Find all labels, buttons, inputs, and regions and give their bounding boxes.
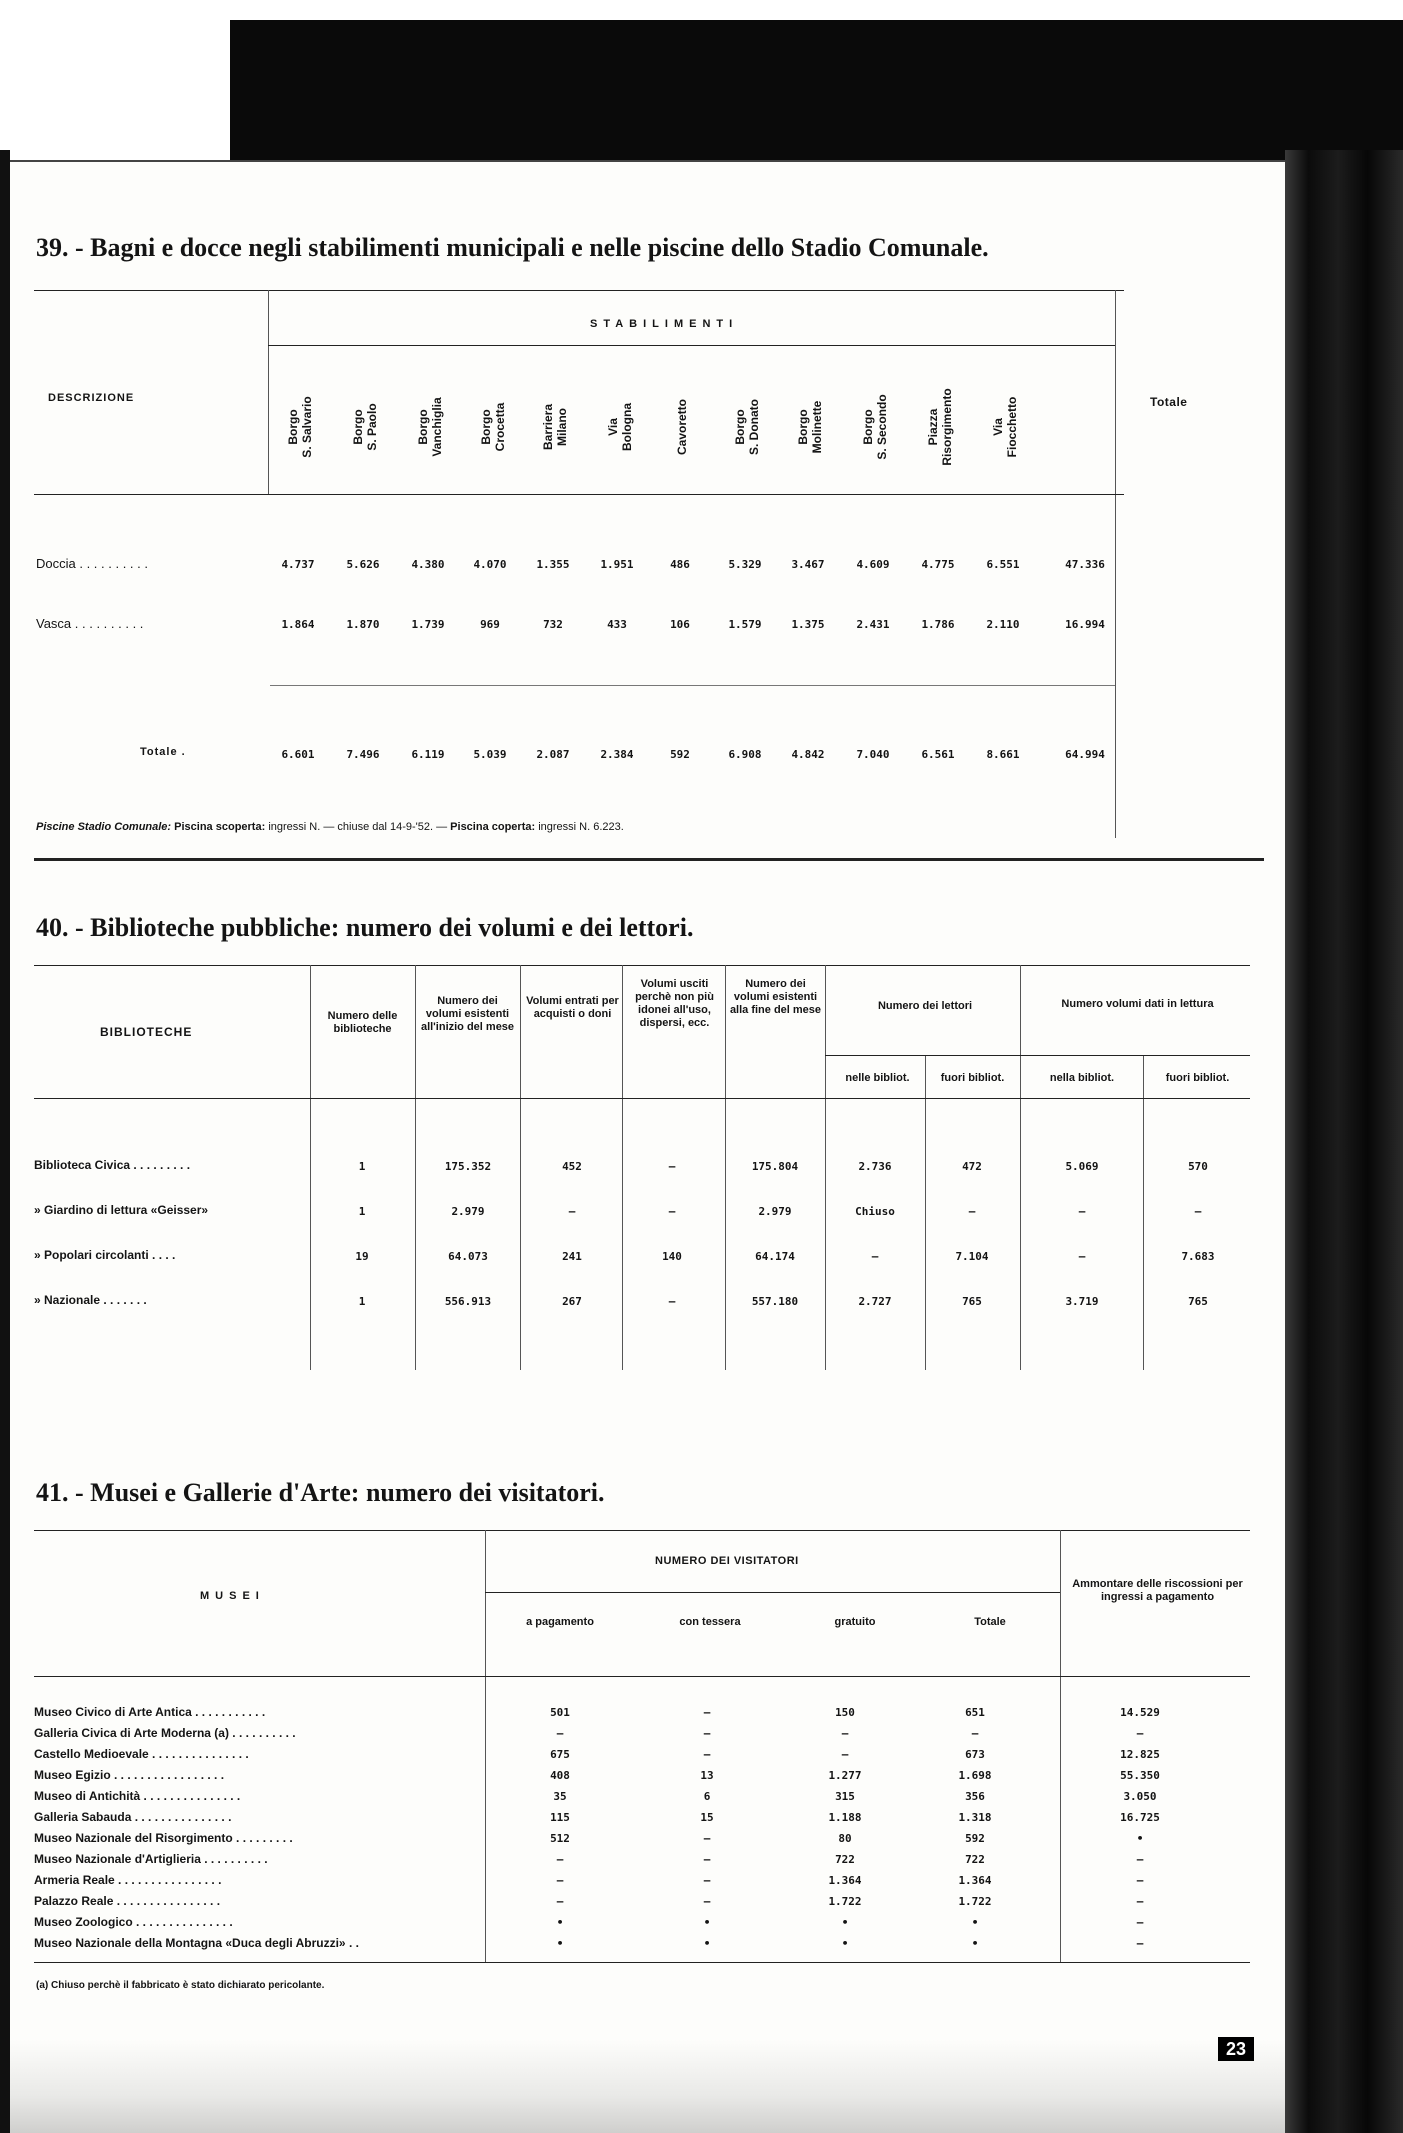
t39-cell: 5.626 bbox=[346, 558, 380, 571]
t41-cell: — bbox=[556, 1874, 564, 1887]
page-number: 23 bbox=[1218, 2037, 1254, 2061]
t41-cell: — bbox=[556, 1895, 564, 1908]
t41-cell: — bbox=[703, 1706, 711, 1719]
t39-cell: 486 bbox=[670, 558, 690, 571]
t39-note-a-text: ingressi N. — chiuse dal 14-9-'52. — bbox=[268, 821, 448, 833]
t40-column-header: Volumi usciti perchè non più idonei all'uso, dispersi, ecc. bbox=[635, 978, 714, 1029]
t39-desc-header: DESCRIZIONE bbox=[48, 392, 135, 404]
t41-row-label: Museo Nazionale d'Artiglieria . . . . . . . . . . bbox=[34, 1852, 268, 1866]
t41-cell: — bbox=[703, 1895, 711, 1908]
t39-column-header bbox=[285, 365, 315, 489]
t39-total-cell: 4.842 bbox=[791, 748, 825, 761]
t40-column-header: Volumi entrati per acquisti o doni bbox=[526, 995, 619, 1020]
t39-total-header: Totale bbox=[1150, 395, 1188, 409]
t41-cell: • bbox=[971, 1937, 979, 1950]
t39-column-header bbox=[415, 365, 445, 489]
t39-cell: 1.355 bbox=[536, 558, 570, 571]
t39-col-divider bbox=[268, 290, 269, 495]
t41-top-rule bbox=[34, 1530, 1250, 1531]
section-41-number: 41. bbox=[36, 1478, 69, 1507]
scan-binding-shadow bbox=[1285, 150, 1403, 2133]
t41-cell: • bbox=[971, 1916, 979, 1929]
t39-column-line1: Cavoretto bbox=[675, 398, 689, 456]
t39-column-header bbox=[732, 365, 762, 489]
page-top-edge bbox=[10, 160, 1285, 162]
t40-cell: 241 bbox=[562, 1250, 582, 1263]
t39-column-label bbox=[606, 403, 634, 451]
t41-cell: — bbox=[1136, 1727, 1144, 1740]
t41-header-totale: Totale bbox=[974, 1616, 1006, 1628]
t39-column-line1: Borgo bbox=[796, 409, 810, 445]
t40-cell: 1 bbox=[358, 1205, 366, 1218]
t41-cell: 651 bbox=[965, 1706, 985, 1719]
t39-group-header: STABILIMENTI bbox=[590, 318, 739, 330]
t41-cell: • bbox=[556, 1916, 564, 1929]
t39-cell: 2.431 bbox=[856, 618, 890, 631]
t40-cell: 557.180 bbox=[751, 1295, 799, 1308]
t41-cell: — bbox=[841, 1727, 849, 1740]
t41-footnote-rule bbox=[34, 1962, 1250, 1963]
t40-cell: 64.073 bbox=[448, 1250, 488, 1263]
t41-cell: 12.825 bbox=[1120, 1748, 1160, 1761]
t40-column-header: Numero dei volumi esistenti all'inizio del mese bbox=[420, 995, 515, 1033]
section-39-number: 39. bbox=[36, 233, 69, 262]
t39-total-cell: 2.087 bbox=[536, 748, 570, 761]
t39-column-line2: S. Donato bbox=[747, 399, 761, 455]
t41-row-label: Museo Nazionale del Risorgimento . . . . . . . . . bbox=[34, 1831, 293, 1845]
t39-bottom-rule bbox=[34, 858, 1264, 861]
t39-total-cell: 2.384 bbox=[600, 748, 634, 761]
t41-cell: 1.364 bbox=[958, 1874, 992, 1887]
t39-column-line2: Molinette bbox=[810, 400, 824, 454]
t39-column-line2: Bologna bbox=[620, 403, 634, 451]
t39-cell: 3.467 bbox=[791, 558, 825, 571]
t40-cell: 175.804 bbox=[751, 1160, 799, 1173]
t41-cell: — bbox=[556, 1853, 564, 1866]
t39-column-header bbox=[795, 365, 825, 489]
t41-cell: — bbox=[1136, 1937, 1144, 1950]
t39-column-label bbox=[286, 396, 314, 457]
t39-column-line2: S. Secondo bbox=[875, 394, 889, 460]
t41-cell: 356 bbox=[965, 1790, 985, 1803]
t39-column-line2: S. Paolo bbox=[365, 403, 379, 451]
t41-row-label: Castello Medioevale . . . . . . . . . . . . . . . bbox=[34, 1747, 249, 1761]
t40-cell: 765 bbox=[962, 1295, 982, 1308]
t41-col-divider bbox=[485, 1530, 486, 1962]
t39-cell: 1.951 bbox=[600, 558, 634, 571]
t39-note-a-label: Piscina scoperta: bbox=[174, 821, 266, 833]
t39-total-cell: 6.908 bbox=[728, 748, 762, 761]
t39-note bbox=[36, 821, 624, 833]
t39-cell: 969 bbox=[480, 618, 500, 631]
section-39-title bbox=[36, 233, 989, 263]
t40-col-divider bbox=[1143, 1055, 1144, 1370]
t40-col-divider bbox=[1020, 965, 1021, 1370]
section-40-title bbox=[36, 913, 693, 943]
section-40-number: 40. bbox=[36, 913, 69, 942]
t41-cell: — bbox=[556, 1727, 564, 1740]
t40-cell: 140 bbox=[662, 1250, 682, 1263]
t39-column-line2: Risorgimento bbox=[940, 388, 954, 466]
t41-cell: 675 bbox=[550, 1748, 570, 1761]
t41-cell: 722 bbox=[835, 1853, 855, 1866]
section-41-text: - Musei e Gallerie d'Arte: numero dei visitatori. bbox=[75, 1478, 605, 1507]
t40-cell: 2.736 bbox=[858, 1160, 892, 1173]
t39-column-line1: Borgo bbox=[479, 409, 493, 445]
t40-cell: 452 bbox=[562, 1160, 582, 1173]
t41-cell: 1.277 bbox=[828, 1769, 862, 1782]
t40-cell: 570 bbox=[1188, 1160, 1208, 1173]
t39-row-label: Doccia . . . . . . . . . . bbox=[36, 556, 148, 571]
t41-header-rule bbox=[34, 1676, 1250, 1677]
t41-cell: 55.350 bbox=[1120, 1769, 1160, 1782]
t39-cell: 732 bbox=[543, 618, 563, 631]
t39-column-label bbox=[675, 399, 689, 455]
t39-column-label bbox=[861, 394, 889, 459]
t40-cell: 5.069 bbox=[1065, 1160, 1099, 1173]
t39-total-cell: 5.039 bbox=[473, 748, 507, 761]
t40-col-divider bbox=[415, 965, 416, 1370]
t41-cell: 501 bbox=[550, 1706, 570, 1719]
t40-cell: Chiuso bbox=[855, 1205, 895, 1218]
t41-cell: — bbox=[703, 1748, 711, 1761]
t40-cell: — bbox=[871, 1250, 879, 1263]
t39-column-label bbox=[991, 397, 1019, 458]
t41-cell: 1.364 bbox=[828, 1874, 862, 1887]
t40-cell: 765 bbox=[1188, 1295, 1208, 1308]
t39-group-rule bbox=[268, 345, 1115, 346]
t41-cell: • bbox=[703, 1916, 711, 1929]
t39-cell: 47.336 bbox=[1065, 558, 1105, 571]
t39-column-line2: S. Salvario bbox=[300, 396, 314, 458]
t40-cell: 7.104 bbox=[955, 1250, 989, 1263]
t39-total-cell: 6.119 bbox=[411, 748, 445, 761]
t41-cell: 15 bbox=[700, 1811, 714, 1824]
t40-header-rule bbox=[34, 1098, 1250, 1099]
t41-cell: — bbox=[703, 1727, 711, 1740]
t39-column-label bbox=[479, 403, 507, 452]
t39-column-line1: Via bbox=[991, 418, 1005, 436]
t41-cell: 16.725 bbox=[1120, 1811, 1160, 1824]
t41-cell: — bbox=[703, 1832, 711, 1845]
t41-cell: 115 bbox=[550, 1811, 570, 1824]
t41-header-group: NUMERO DEI VISITATORI bbox=[655, 1555, 799, 1567]
t41-row-label: Museo Egizio . . . . . . . . . . . . . . . . . bbox=[34, 1768, 225, 1782]
t41-cell: 6 bbox=[703, 1790, 711, 1803]
t39-cell: 2.110 bbox=[986, 618, 1020, 631]
t40-column-header: Numero dei lettori bbox=[877, 1000, 973, 1012]
t41-cell: 14.529 bbox=[1120, 1706, 1160, 1719]
t40-cell: 1 bbox=[358, 1160, 366, 1173]
t40-subheader-nelle: nelle bibliot. bbox=[845, 1072, 910, 1084]
t40-subheader-fuori2: fuori bibliot. bbox=[1165, 1072, 1230, 1084]
t39-column-header bbox=[667, 365, 697, 489]
t39-total-label: Totale . bbox=[140, 746, 186, 758]
t40-cell: — bbox=[668, 1160, 676, 1173]
section-41-title bbox=[36, 1478, 605, 1508]
t41-row-label: Museo Civico di Arte Antica . . . . . . . . . . . bbox=[34, 1705, 266, 1719]
t41-header-ammontare: Ammontare delle riscossioni per ingressi a pagamento bbox=[1072, 1578, 1243, 1603]
t40-cell: — bbox=[1194, 1205, 1202, 1218]
t39-cell: 4.609 bbox=[856, 558, 890, 571]
t39-column-line1: Borgo bbox=[351, 409, 365, 445]
t41-col-divider bbox=[1060, 1530, 1061, 1962]
t39-column-line1: Piazza bbox=[926, 408, 940, 446]
t40-cell: 1 bbox=[358, 1295, 366, 1308]
t40-row-label: » Popolari circolanti . . . . bbox=[34, 1248, 176, 1262]
t39-cell: 16.994 bbox=[1065, 618, 1105, 631]
t39-column-header bbox=[605, 365, 635, 489]
t39-cell: 4.070 bbox=[473, 558, 507, 571]
t41-row-label: Galleria Sabauda . . . . . . . . . . . . . . . bbox=[34, 1810, 232, 1824]
t41-cell: 1.318 bbox=[958, 1811, 992, 1824]
scan-margin bbox=[0, 0, 1403, 20]
t41-cell: — bbox=[1136, 1916, 1144, 1929]
t41-row-label: Museo di Antichità . . . . . . . . . . . . . . . bbox=[34, 1789, 241, 1803]
t40-col-divider bbox=[520, 965, 521, 1370]
t40-cell: — bbox=[668, 1205, 676, 1218]
t41-row-label: Galleria Civica di Arte Moderna (a) . . . . . . . . . . bbox=[34, 1726, 296, 1740]
t41-cell: 408 bbox=[550, 1769, 570, 1782]
t39-cell: 4.380 bbox=[411, 558, 445, 571]
t39-column-line2: Milano bbox=[555, 408, 569, 446]
t41-cell: — bbox=[971, 1727, 979, 1740]
t41-row-label: Palazzo Reale . . . . . . . . . . . . . . . . bbox=[34, 1894, 221, 1908]
section-39-text: - Bagni e docce negli stabilimenti municipali e nelle piscine dello Stadio Comunale. bbox=[75, 233, 989, 262]
t39-column-label bbox=[541, 404, 569, 450]
t39-total-cell: 8.661 bbox=[986, 748, 1020, 761]
t39-column-line2: Vanchiglia bbox=[430, 397, 444, 457]
t41-cell: • bbox=[1136, 1832, 1144, 1845]
t40-column-header: Numero dei volumi esistenti alla fine del mese bbox=[729, 978, 822, 1016]
section-40-text: - Biblioteche pubbliche: numero dei volumi e dei lettori. bbox=[75, 913, 694, 942]
t40-cell: 19 bbox=[355, 1250, 369, 1263]
t41-header-gratuito: gratuito bbox=[834, 1616, 876, 1628]
t40-subheader-nella: nella bibliot. bbox=[1049, 1072, 1115, 1084]
t40-row-label: » Giardino di lettura «Geisser» bbox=[34, 1203, 209, 1217]
t39-subtotal-rule bbox=[270, 685, 1115, 686]
t39-top-rule bbox=[34, 290, 1124, 291]
t39-column-header bbox=[925, 365, 955, 489]
t40-col-divider bbox=[310, 965, 311, 1370]
t41-row-label: Museo Nazionale della Montagna «Duca degli Abruzzi» . . bbox=[34, 1936, 359, 1950]
t41-row-label: Museo Zoologico . . . . . . . . . . . . . . . bbox=[34, 1915, 233, 1929]
t39-column-header bbox=[990, 365, 1020, 489]
t40-top-rule bbox=[34, 965, 1250, 966]
scan-left-edge bbox=[0, 150, 10, 2133]
t41-cell: 315 bbox=[835, 1790, 855, 1803]
t39-note-b-text: ingressi N. 6.223. bbox=[538, 821, 624, 833]
t40-cell: 472 bbox=[962, 1160, 982, 1173]
t41-cell: — bbox=[703, 1853, 711, 1866]
t40-cell: — bbox=[968, 1205, 976, 1218]
t39-header-rule bbox=[34, 494, 1124, 495]
t40-col-divider bbox=[622, 965, 623, 1370]
t40-cell: 64.174 bbox=[755, 1250, 795, 1263]
t40-cell: 7.683 bbox=[1181, 1250, 1215, 1263]
t39-column-line1: Borgo bbox=[416, 409, 430, 445]
t39-total-cell: 6.561 bbox=[921, 748, 955, 761]
t39-note-b-label: Piscina coperta: bbox=[450, 821, 536, 833]
t40-cell: 175.352 bbox=[444, 1160, 492, 1173]
t39-column-line1: Borgo bbox=[861, 409, 875, 445]
t39-cell: 1.786 bbox=[921, 618, 955, 631]
t40-row-label: » Nazionale . . . . . . . bbox=[34, 1293, 147, 1307]
t40-cell: 2.727 bbox=[858, 1295, 892, 1308]
t39-column-label bbox=[351, 403, 379, 450]
t39-cell: 1.579 bbox=[728, 618, 762, 631]
t40-header-biblioteche: BIBLIOTECHE bbox=[100, 1025, 193, 1039]
t40-subheader-rule bbox=[825, 1055, 1250, 1056]
t40-cell: — bbox=[1078, 1205, 1086, 1218]
t40-col-divider bbox=[825, 965, 826, 1370]
t39-column-label bbox=[926, 388, 954, 465]
t39-column-header bbox=[540, 365, 570, 489]
t41-row-label: Armeria Reale . . . . . . . . . . . . . . . . bbox=[34, 1873, 222, 1887]
t39-column-line2: Fiocchetto bbox=[1005, 396, 1019, 458]
t40-row-label: Biblioteca Civica . . . . . . . . . bbox=[34, 1158, 191, 1172]
t39-column-line1: Barriera bbox=[541, 403, 555, 451]
t41-footnote: (a) Chiuso perchè il fabbricato è stato dichiarato pericolante. bbox=[36, 1980, 325, 1991]
t39-column-line1: Via bbox=[606, 418, 620, 436]
t39-row-label: Vasca . . . . . . . . . . bbox=[36, 616, 144, 631]
t39-total-cell: 64.994 bbox=[1065, 748, 1105, 761]
t40-cell: 2.979 bbox=[451, 1205, 485, 1218]
t41-cell: 722 bbox=[965, 1853, 985, 1866]
t39-column-header bbox=[860, 365, 890, 489]
t40-cell: 556.913 bbox=[444, 1295, 492, 1308]
t40-cell: — bbox=[1078, 1250, 1086, 1263]
t41-cell: 13 bbox=[700, 1769, 714, 1782]
t41-cell: 80 bbox=[838, 1832, 852, 1845]
t39-cell: 4.737 bbox=[281, 558, 315, 571]
t41-header-musei: MUSEI bbox=[200, 1590, 265, 1602]
t40-subheader-fuori: fuori bibliot. bbox=[940, 1072, 1005, 1084]
t39-column-header bbox=[350, 365, 380, 489]
t41-cell: 35 bbox=[553, 1790, 567, 1803]
t40-col-divider bbox=[725, 965, 726, 1370]
t39-cell: 1.864 bbox=[281, 618, 315, 631]
t41-cell: 512 bbox=[550, 1832, 570, 1845]
t39-note-label: Piscine Stadio Comunale: bbox=[36, 821, 172, 833]
t41-header-tessera: con tessera bbox=[679, 1616, 741, 1628]
t41-cell: — bbox=[1136, 1874, 1144, 1887]
t41-cell: 1.722 bbox=[958, 1895, 992, 1908]
t40-cell: 3.719 bbox=[1065, 1295, 1099, 1308]
t39-column-label bbox=[416, 397, 444, 456]
t39-column-line1: Borgo bbox=[733, 409, 747, 445]
t39-cell: 4.775 bbox=[921, 558, 955, 571]
t39-total-cell: 6.601 bbox=[281, 748, 315, 761]
t41-cell: • bbox=[841, 1937, 849, 1950]
t39-cell: 1.375 bbox=[791, 618, 825, 631]
t41-cell: 1.722 bbox=[828, 1895, 862, 1908]
t39-total-cell: 7.040 bbox=[856, 748, 890, 761]
t39-total-cell: 7.496 bbox=[346, 748, 380, 761]
t41-cell: — bbox=[703, 1874, 711, 1887]
t41-cell: • bbox=[703, 1937, 711, 1950]
t39-column-line1: Borgo bbox=[286, 409, 300, 445]
t39-total-divider bbox=[1115, 290, 1116, 838]
t39-total-cell: 592 bbox=[670, 748, 690, 761]
t41-cell: • bbox=[841, 1916, 849, 1929]
t39-column-line2: Crocetta bbox=[493, 402, 507, 452]
scan-shadow-band bbox=[230, 20, 1403, 160]
t39-cell: 1.739 bbox=[411, 618, 445, 631]
t40-column-header: Numero delle biblioteche bbox=[327, 1010, 398, 1035]
t39-cell: 5.329 bbox=[728, 558, 762, 571]
t40-cell: — bbox=[568, 1205, 576, 1218]
t40-cell: — bbox=[668, 1295, 676, 1308]
t41-cell: 150 bbox=[835, 1706, 855, 1719]
t39-column-label bbox=[733, 399, 761, 455]
t41-cell: 3.050 bbox=[1123, 1790, 1157, 1803]
t40-col-divider bbox=[925, 1055, 926, 1370]
t41-header-pagamento: a pagamento bbox=[526, 1616, 594, 1628]
t39-cell: 106 bbox=[670, 618, 690, 631]
t41-cell: — bbox=[1136, 1895, 1144, 1908]
t40-cell: 2.979 bbox=[758, 1205, 792, 1218]
t39-cell: 433 bbox=[607, 618, 627, 631]
t41-cell: — bbox=[1136, 1853, 1144, 1866]
t39-column-header bbox=[478, 365, 508, 489]
t41-subheader-rule bbox=[485, 1592, 1060, 1593]
t40-column-header: Numero volumi dati in lettura bbox=[1061, 998, 1214, 1010]
t40-cell: 267 bbox=[562, 1295, 582, 1308]
t41-cell: 1.188 bbox=[828, 1811, 862, 1824]
t41-cell: • bbox=[556, 1937, 564, 1950]
t39-column-label bbox=[796, 401, 824, 454]
page-bottom-shade bbox=[10, 2040, 1285, 2133]
t41-cell: 673 bbox=[965, 1748, 985, 1761]
t41-cell: 592 bbox=[965, 1832, 985, 1845]
t41-cell: — bbox=[841, 1748, 849, 1761]
t39-cell: 6.551 bbox=[986, 558, 1020, 571]
t39-cell: 1.870 bbox=[346, 618, 380, 631]
t41-cell: 1.698 bbox=[958, 1769, 992, 1782]
